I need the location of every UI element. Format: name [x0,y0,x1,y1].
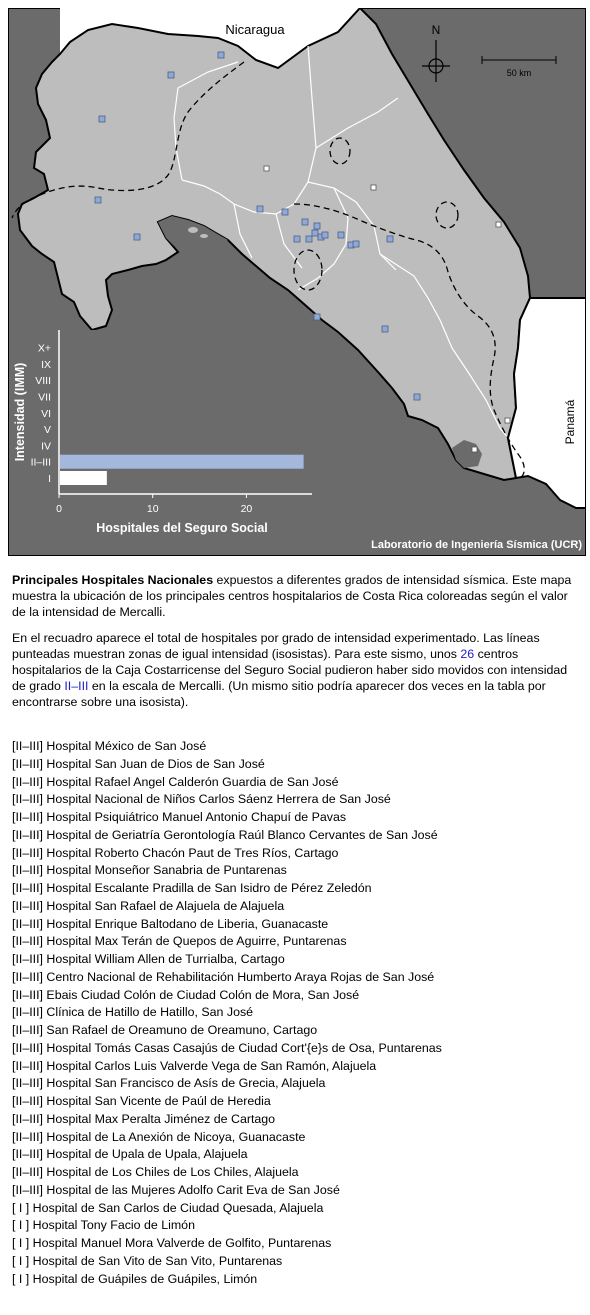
chart-category-label: X+ [37,342,51,355]
scale-bar-label: 50 km [506,68,532,78]
chart-category-label: VII [38,391,51,404]
hospital-list-item: [II–III] San Rafael de Oreamuno de Oreamuno, Cartago [12,1023,318,1037]
intensity-bar-chart [12,330,318,546]
hospital-marker [414,394,420,400]
hospital-list-item: [II–III] Hospital Nacional de Niños Carlos Sáenz Herrera de San José [12,792,391,807]
hospital-list-item: [II–III] Hospital Psiquiátrico Manuel Antonio Chapuí de Pavas [12,810,347,824]
hospital-marker [382,326,388,332]
nicaragua-label: Nicaragua [225,22,285,37]
hospital-marker [322,232,328,238]
hospital-list-item: [II–III] Hospital México de San José [12,739,207,753]
caption-p2-text-c: en la escala de Mercalli. (Un mismo sitio podría aparecer dos veces en la tabla por encontrarse sobre una isosista). [12,679,546,709]
panama-label: Panamá [563,399,577,445]
chart-x-tick-label: 10 [146,503,159,515]
hospital-marker [302,219,308,225]
hospital-list-item: [II–III] Hospital Max Terán de Quepos de Aguirre, Puntarenas [12,934,347,949]
hospital-marker [505,418,510,423]
hospital-list-item: [II–III] Hospital Escalante Pradilla de San Isidro de Pérez Zeledón [12,881,372,895]
chart-category-label: VIII [35,375,51,388]
hospital-marker [134,234,140,240]
hospital-list-item: [II–III] Hospital de Upala de Upala, Alajuela [12,1147,248,1162]
hospital-marker [496,222,501,227]
hospital-marker [353,241,359,247]
hospital-marker [294,236,300,242]
island [188,227,198,233]
caption-paragraph-2 [12,630,584,710]
hospital-list-item: [II–III] Hospital de La Anexión de Nicoya, Guanacaste [12,1129,306,1144]
hospital-list-item: [II–III] Hospital William Allen de Turrialba, Cartago [12,952,285,966]
hospital-list-item: [II–III] Hospital Enrique Baltodano de Liberia, Guanacaste [12,916,329,931]
chart-category-label: II–III [30,456,51,469]
chart-category-label: V [43,424,51,437]
hospital-list-item: [ I ] Hospital de San Vito de San Vito, Puntarenas [12,1253,283,1268]
hospital-marker [314,223,320,229]
hospital-list-item: [II–III] Hospital Rafael Angel Calderón Guardia de San José [12,774,339,789]
hospital-list-item: [II–III] Hospital Monseñor Sanabria de Puntarenas [12,863,287,878]
intensity-grade: II–III [64,679,89,693]
chart-bar [60,455,304,469]
chart-x-tick-label: 20 [240,503,253,515]
hospital-marker [306,236,312,242]
hospital-list-item: [II–III] Hospital San Francisco de Asís de Grecia, Alajuela [12,1076,326,1091]
hospital-list-item: [II–III] Centro Nacional de Rehabilitación Humberto Araya Rojas de San José [12,969,435,984]
hospital-list-item: [II–III] Hospital de Los Chiles de Los Chiles, Alajuela [12,1165,299,1179]
hospital-list-item: [ I ] Hospital Manuel Mora Valverde de Golfito, Puntarenas [12,1236,332,1250]
hospital-marker [95,197,101,203]
hospital-list-item: [ I ] Hospital de San Carlos de Ciudad Quesada, Alajuela [12,1200,324,1215]
chart-category-label: IX [41,358,51,371]
chart-category-label: IV [41,440,51,453]
hospital-list-item: [ I ] Hospital de Guápiles de Guápiles, Limón [12,1271,258,1286]
chart-y-axis-title: Intensidad (IMM) [13,362,27,462]
hospital-marker [312,230,318,236]
hospital-list-item: [II–III] Hospital Tomás Casas Casajús de Ciudad Cort'{e}s de Osa, Puntarenas [12,1040,442,1055]
hospital-marker [257,206,263,212]
map-credit: Laboratorio de Ingeniería Sísmica (UCR) [371,539,582,551]
hospital-marker [264,166,269,171]
caption-p1-text: expuestos a diferentes grados de intensidad sísmica. Este mapa muestra la ubicación de los principales centros hospitalarios de Costa Rica coloreadas según el valor de la intensidad de Mercalli. [12,573,572,619]
hospital-list-item: [II–III] Clínica de Hatillo de Hatillo, San José [12,1005,254,1020]
hospital-count: 26 [460,647,475,661]
caption-p2-text-a: En el recuadro aparece el total de hospitales por grado de intensidad experimentado. Las líneas punteadas muestran zonas de igual intensidad (isosistas). Para este sismo, unos [12,631,540,661]
hospital-list-item: [II–III] Hospital Roberto Chacón Paut de Tres Ríos, Cartago [12,845,339,860]
hospital-marker [314,314,320,320]
hospital-list-item: [II–III] Hospital Carlos Luis Valverde Vega de San Ramón, Alajuela [12,1058,377,1073]
hospital-list-item: [II–III] Hospital San Juan de Dios de San José [12,756,265,771]
hospital-marker [168,72,174,78]
hospital-marker [218,52,224,58]
chart-x-axis-title: Hospitales del Seguro Social [96,521,268,535]
hospital-marker [387,236,393,242]
hospital-list-item: [II–III] Hospital San Vicente de Paúl de Heredia [12,1094,271,1108]
hospital-marker [338,232,344,238]
hospital-marker [282,209,288,215]
chart-category-label: VI [41,407,51,420]
caption-title: Principales Hospitales Nacionales [12,573,214,587]
hospital-list-item: [II–III] Hospital de las Mujeres Adolfo Carit Eva de San José [12,1182,340,1197]
hospital-list-item: [II–III] Ebais Ciudad Colón de Ciudad Colón de Mora, San José [12,987,360,1002]
hospital-list-item: [ I ] Hospital Tony Facio de Limón [12,1218,195,1233]
hospital-list-item: [II–III] Hospital Max Peralta Jiménez de Cartago [12,1111,276,1126]
chart-x-tick-label: 0 [56,503,62,515]
north-arrow-label: N [431,23,441,37]
hospital-list [12,738,584,1288]
hospital-marker [472,447,477,452]
chart-bar [60,471,107,485]
island [200,234,208,238]
seismic-map [8,8,586,556]
caption-p2-text-b: centros hospitalarios de la Caja Costarricense del Seguro Social pudieron haber sido movidos con intensidad de grado [12,647,568,693]
hospital-list-item: [II–III] Hospital San Rafael de Alajuela de Alajuela [12,898,285,913]
chart-category-label: I [48,473,51,485]
hospital-marker [371,185,376,190]
hospital-list-item: [II–III] Hospital de Geriatría Gerontología Raúl Blanco Cervantes de San José [12,827,438,842]
hospital-marker [99,116,105,122]
caption-paragraph-1 [12,572,584,620]
